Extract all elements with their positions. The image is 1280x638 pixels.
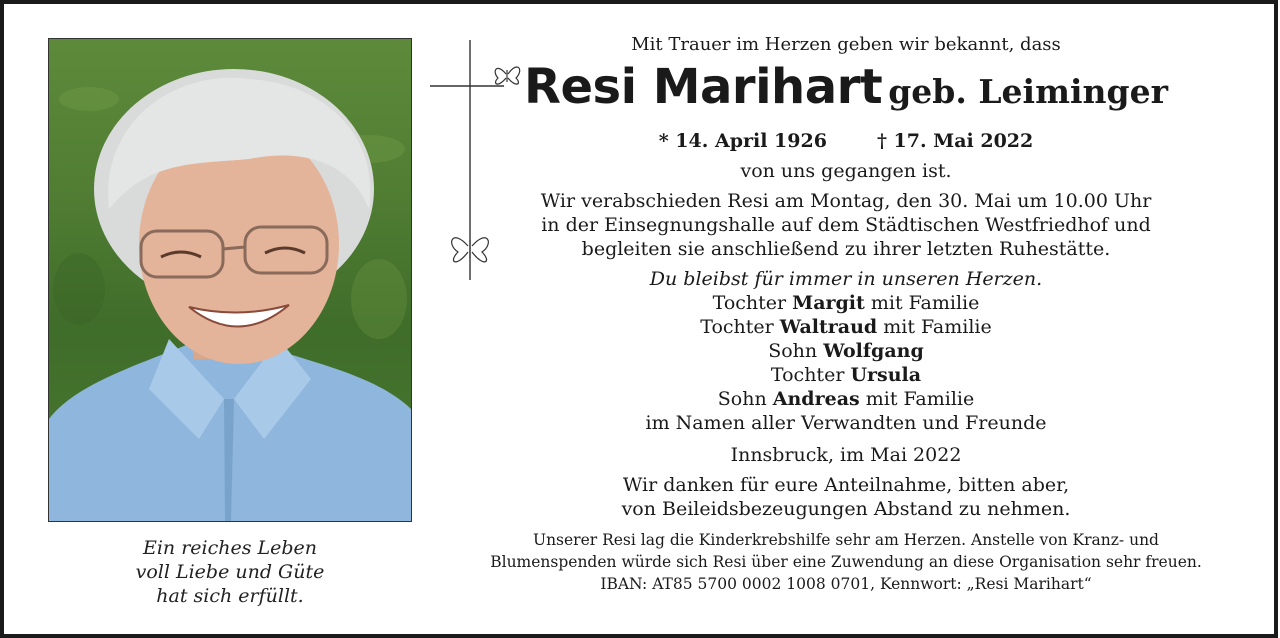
mourner-name: Ursula xyxy=(850,364,922,386)
deceased-name-line xyxy=(434,58,1258,127)
mourner-relation: Sohn xyxy=(768,340,818,362)
death-date: † 17. Mai 2022 xyxy=(876,130,1034,152)
deceased-name: Resi Marihart xyxy=(524,59,883,115)
donation-iban: IBAN: AT85 5700 0002 1008 0701, Kennwort: „Resi Marihart“ xyxy=(600,575,1092,593)
mourner xyxy=(434,363,1258,387)
mourner-relation: Tochter xyxy=(700,316,774,338)
ceremony-line: begleiten sie anschließend zu ihrer letzten Ruhestätte. xyxy=(581,238,1111,260)
passed-text: von uns gegangen ist. xyxy=(740,160,952,182)
motto xyxy=(48,536,412,608)
mourner-relation: Tochter xyxy=(770,364,845,386)
ceremony-line: Wir verabschieden Resi am Montag, den 30. Mai um 10.00 Uhr xyxy=(540,190,1152,212)
mourner-suffix: mit Familie xyxy=(870,292,980,314)
relatives-text: im Namen aller Verwandten und Freunde xyxy=(645,412,1047,434)
mourner-suffix: mit Familie xyxy=(865,388,975,410)
mourners-list xyxy=(434,291,1258,435)
motto-line: voll Liebe und Güte xyxy=(135,561,325,583)
mourner-name: Andreas xyxy=(772,388,860,410)
ceremony-paragraph xyxy=(434,189,1258,261)
intro-text: Mit Trauer im Herzen geben wir bekannt, dass xyxy=(631,34,1061,55)
mourner-name: Wolfgang xyxy=(823,340,924,362)
motto-line: Ein reiches Leben xyxy=(142,537,318,559)
mourner xyxy=(434,315,1258,339)
place-date: Innsbruck, im Mai 2022 xyxy=(730,444,962,466)
donation-line: Blumenspenden würde sich Resi über eine Zuwendung an diese Organisation sehr freuen. xyxy=(490,553,1202,571)
thanks-paragraph xyxy=(434,473,1258,521)
motto-line: hat sich erfüllt. xyxy=(156,585,304,607)
mourner-suffix: mit Familie xyxy=(883,316,992,338)
mourner-relation: Tochter xyxy=(712,292,787,314)
donation-line: Unserer Resi lag die Kinderkrebshilfe sehr am Herzen. Anstelle von Kranz- und xyxy=(533,531,1159,549)
portrait-illustration xyxy=(49,39,411,521)
obituary-text xyxy=(434,32,1258,595)
portrait-photo xyxy=(48,38,412,522)
quote: Du bleibst für immer in unseren Herzen. xyxy=(649,268,1043,290)
mourner-name: Margit xyxy=(792,292,865,314)
mourner-name: Waltraud xyxy=(779,316,878,338)
donation-note xyxy=(434,529,1258,595)
birth-date: * 14. April 1926 xyxy=(658,130,827,152)
mourner-relation: Sohn xyxy=(717,388,767,410)
mourner xyxy=(434,339,1258,363)
thanks-line: von Beileidsbezeugungen Abstand zu nehmen. xyxy=(621,498,1071,520)
mourner xyxy=(434,291,1258,315)
mourner xyxy=(434,387,1258,411)
life-dates xyxy=(434,127,1258,155)
maiden-name: geb. Leiminger xyxy=(888,72,1168,111)
thanks-line: Wir danken für eure Anteilnahme, bitten aber, xyxy=(622,474,1070,496)
ceremony-line: in der Einsegnungshalle auf dem Städtischen Westfriedhof und xyxy=(541,214,1151,236)
